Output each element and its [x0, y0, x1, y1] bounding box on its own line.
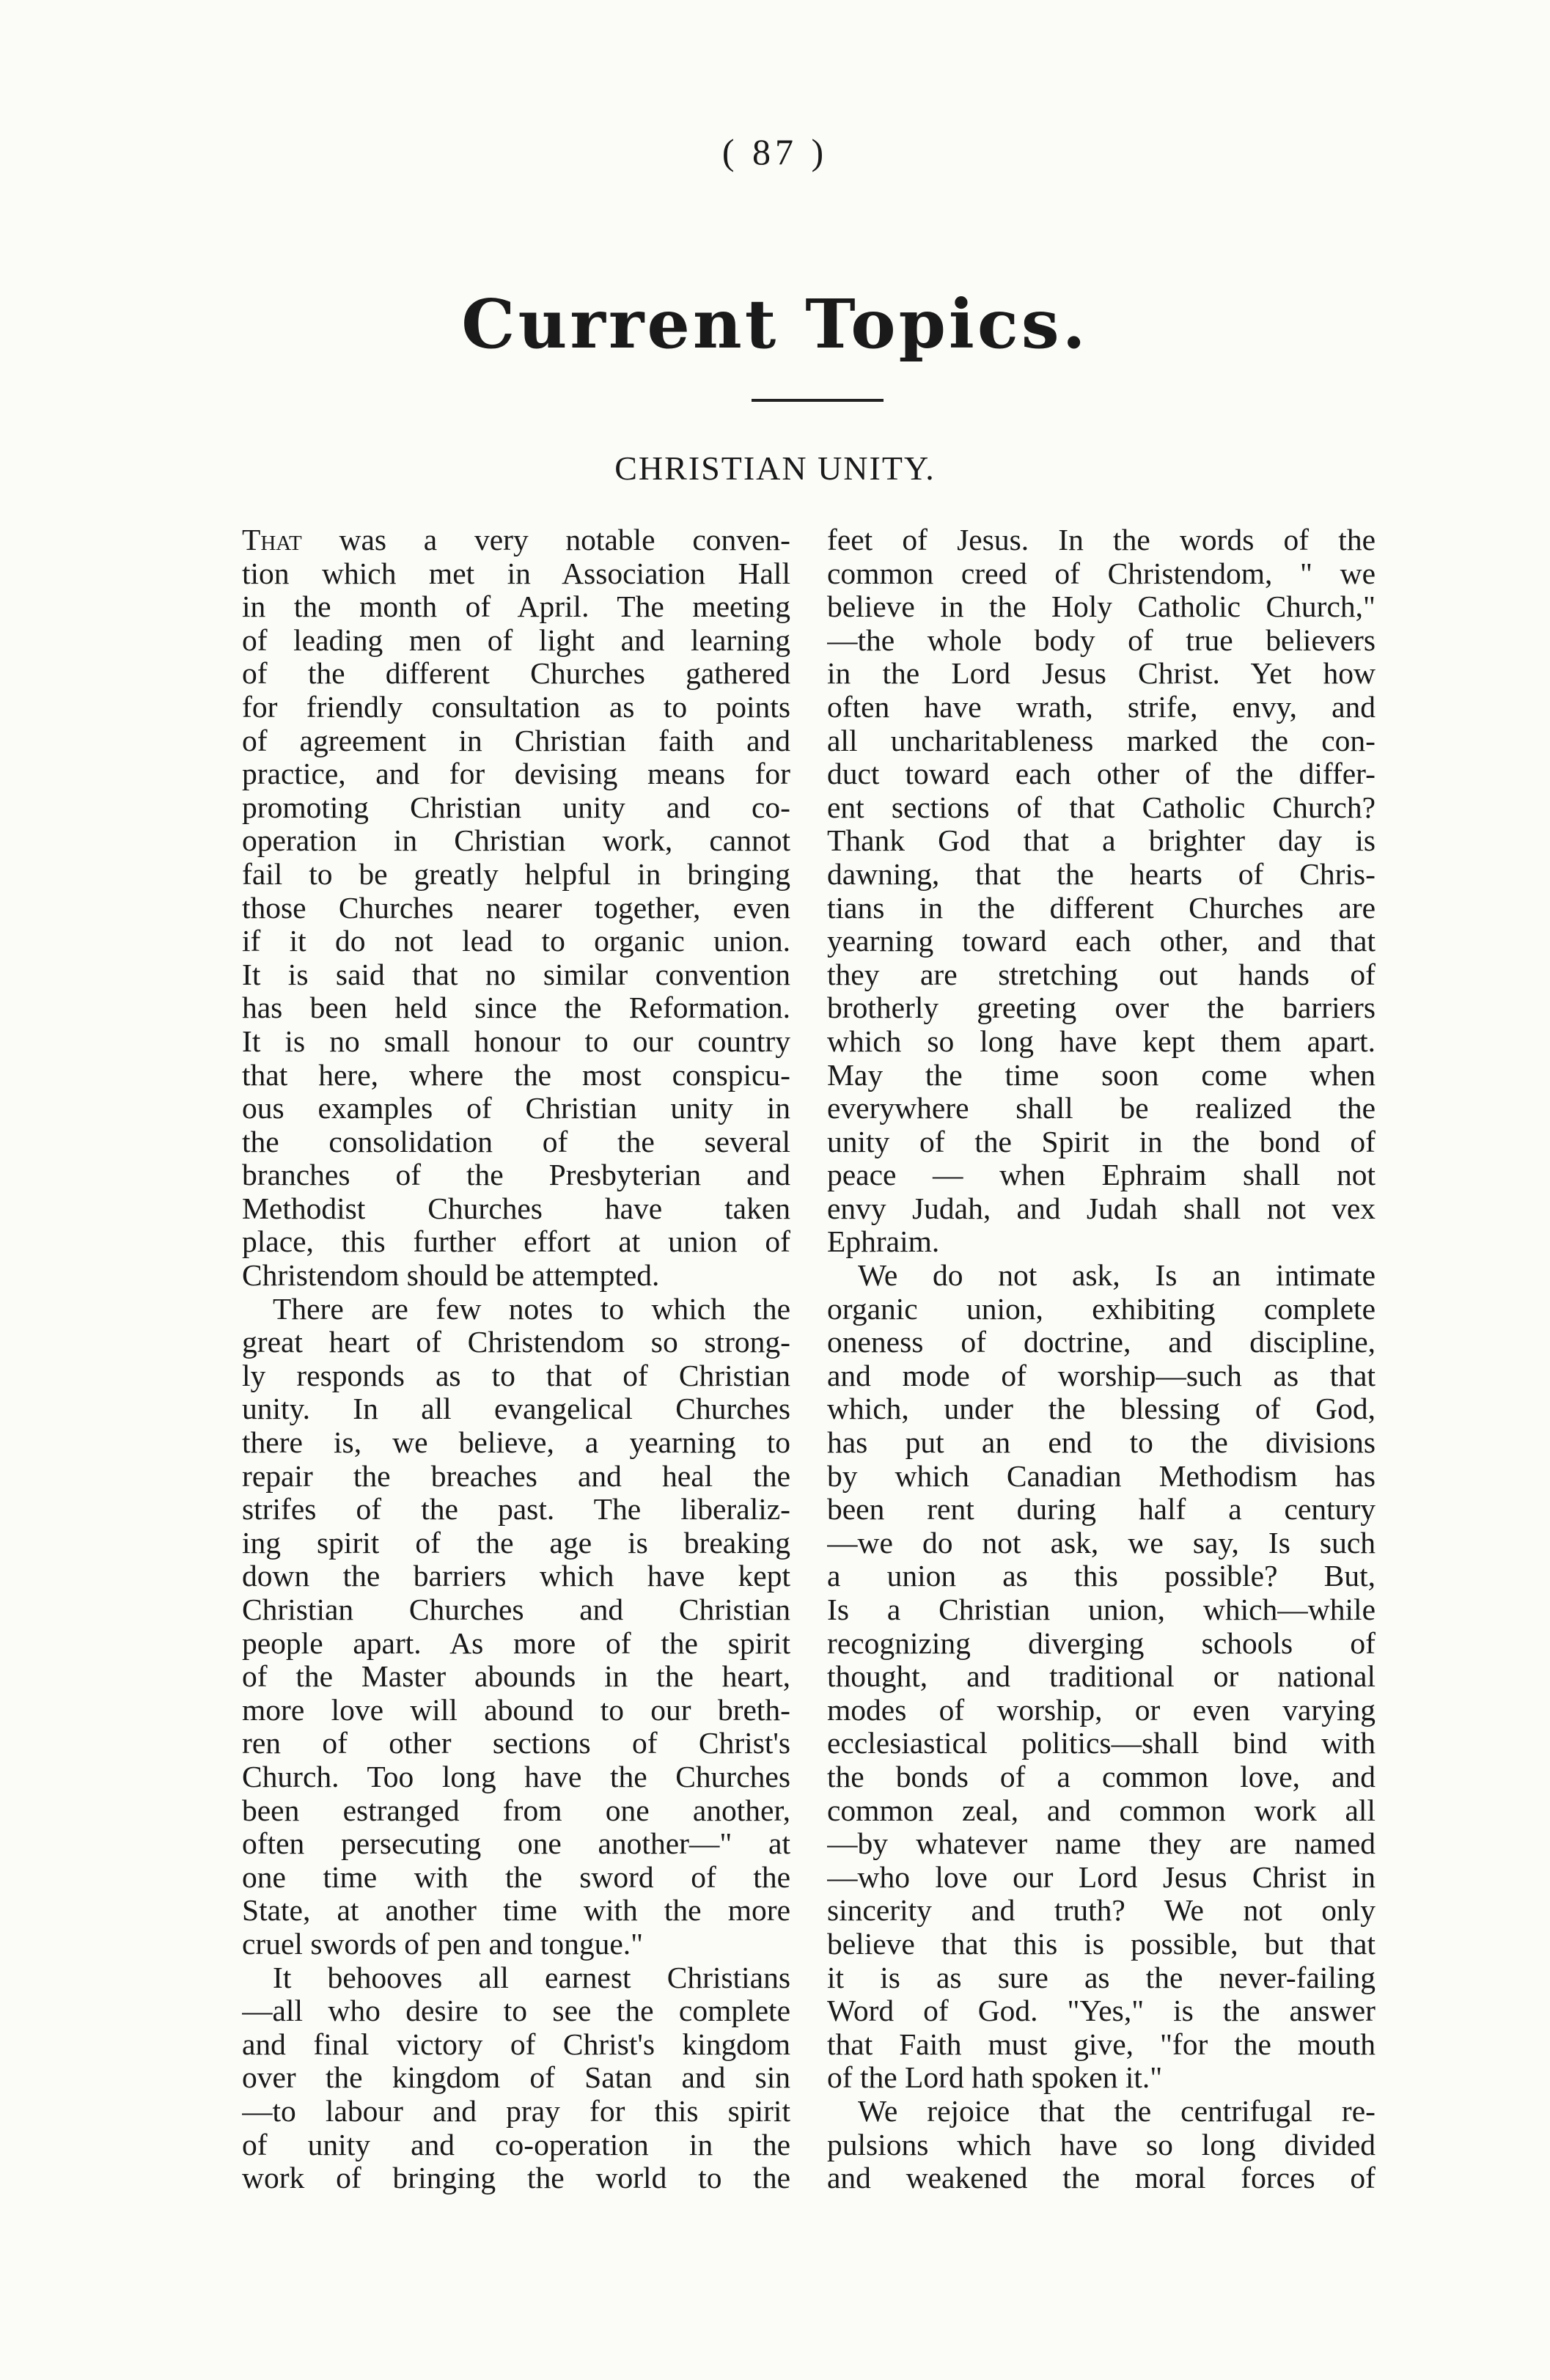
text-line: dawning, that the hearts of Chris-: [827, 857, 1375, 891]
text-line: all uncharitableness marked the con-: [827, 724, 1375, 757]
text-line: which so long have kept them apart.: [827, 1024, 1375, 1058]
text-line: everywhere shall be realized the: [827, 1092, 1375, 1125]
text-line: unity of the Spirit in the bond of: [827, 1125, 1375, 1158]
text-line: of the Lord hath spoken it.": [827, 2061, 1163, 2095]
text-line: —we do not ask, we say, Is such: [827, 1526, 1375, 1560]
section-title: Current Topics.: [461, 284, 1089, 364]
text-line: for friendly consultation as to points: [242, 690, 790, 724]
text-line: Christendom should be attempted.: [242, 1259, 660, 1293]
text-line: sincerity and truth? We not only: [827, 1894, 1375, 1928]
text-line: pulsions which have so long divided: [827, 2128, 1375, 2162]
text-line: a union as this possible? But,: [827, 1560, 1375, 1593]
text-line: fail to be greatly helpful in bringing: [242, 857, 790, 891]
drop-word: That: [242, 524, 302, 557]
text-line: We do not ask, Is an intimate: [858, 1259, 1375, 1293]
text-line: tion which met in Association Hall: [242, 557, 790, 590]
text-line: —to labour and pray for this spirit: [242, 2094, 790, 2128]
text-line: —by whatever name they are named: [827, 1827, 1375, 1861]
text-line: often persecuting one another—" at: [242, 1827, 790, 1861]
text-line: State, at another time with the more: [242, 1894, 790, 1928]
text-line: [242, 524, 790, 557]
text-line: and final victory of Christ's kingdom: [242, 2027, 790, 2061]
text-line: people apart. As more of the spirit: [242, 1626, 790, 1660]
text-line: been rent during half a century: [827, 1493, 1375, 1527]
text-line: promoting Christian unity and co-: [242, 790, 790, 824]
text-line: oneness of doctrine, and discipline,: [827, 1326, 1375, 1359]
text-line: work of bringing the world to the: [242, 2162, 790, 2195]
text-line: in the Lord Jesus Christ. Yet how: [827, 657, 1375, 691]
text-line: great heart of Christendom so strong-: [242, 1326, 790, 1359]
text-line: It behooves all earnest Christians: [273, 1961, 790, 1994]
text-line: It is said that no similar convention: [242, 958, 790, 991]
text-line: been estranged from one another,: [242, 1793, 790, 1827]
text-line: common creed of Christendom, " we: [827, 557, 1375, 590]
text-line: ent sections of that Catholic Church?: [827, 790, 1375, 824]
text-line: one time with the sword of the: [242, 1860, 790, 1894]
text-line: operation in Christian work, cannot: [242, 824, 790, 858]
text-line: recognizing diverging schools of: [827, 1626, 1375, 1660]
text-line: May the time soon come when: [827, 1058, 1375, 1092]
text-line: Church. Too long have the Churches: [242, 1760, 790, 1793]
text-line: There are few notes to which the: [273, 1292, 790, 1326]
text-line: ecclesiastical politics—shall bind with: [827, 1727, 1375, 1760]
text-line: practice, and for devising means for: [242, 757, 790, 791]
text-line: Is a Christian union, which—while: [827, 1593, 1375, 1626]
text-line: that Faith must give, "for the mouth: [827, 2027, 1375, 2061]
text-line: if it do not lead to organic union.: [242, 925, 790, 958]
text-line: it is as sure as the never-failing: [827, 1961, 1375, 1994]
text-line: has been held since the Reformation.: [242, 991, 790, 1025]
text-line: of the Master abounds in the heart,: [242, 1660, 790, 1694]
text-line: —all who desire to see the complete: [242, 1994, 790, 2028]
text-line: strifes of the past. The liberaliz-: [242, 1493, 790, 1527]
left-column: [242, 524, 790, 2195]
text-line: of the different Churches gathered: [242, 657, 790, 691]
text-line: cruel swords of pen and tongue.": [242, 1927, 644, 1961]
text-line: and weakened the moral forces of: [827, 2162, 1375, 2195]
right-column: [827, 524, 1375, 2195]
text-line: We rejoice that the centrifugal re-: [858, 2094, 1375, 2128]
text-line: down the barriers which have kept: [242, 1560, 790, 1593]
text-line: Christian Churches and Christian: [242, 1593, 790, 1626]
text-line: tians in the different Churches are: [827, 891, 1375, 925]
text-line: It is no small honour to our country: [242, 1024, 790, 1058]
text-line: of agreement in Christian faith and: [242, 724, 790, 757]
text-line: organic union, exhibiting complete: [827, 1292, 1375, 1326]
text-line: there is, we believe, a yearning to: [242, 1426, 790, 1460]
text-line: peace — when Ephraim shall not: [827, 1158, 1375, 1192]
text-line: they are stretching out hands of: [827, 958, 1375, 991]
text-line: ren of other sections of Christ's: [242, 1727, 790, 1760]
text-line: by which Canadian Methodism has: [827, 1459, 1375, 1493]
text-line: —the whole body of true believers: [827, 623, 1375, 657]
text-line: of unity and co-operation in the: [242, 2128, 790, 2162]
text-line: more love will abound to our breth-: [242, 1693, 790, 1727]
title-divider: [752, 399, 884, 402]
text-line: ly responds as to that of Christian: [242, 1359, 790, 1392]
text-line: has put an end to the divisions: [827, 1426, 1375, 1460]
text-line: brotherly greeting over the barriers: [827, 991, 1375, 1025]
text-line: those Churches nearer together, even: [242, 891, 790, 925]
text-line: Thank God that a brighter day is: [827, 824, 1375, 858]
text-line: —who love our Lord Jesus Christ in: [827, 1860, 1375, 1894]
text-line: Ephraim.: [827, 1225, 940, 1259]
text-line: over the kingdom of Satan and sin: [242, 2061, 790, 2095]
article-heading: CHRISTIAN UNITY.: [614, 449, 936, 487]
text-line: believe that this is possible, but that: [827, 1927, 1375, 1961]
text-line: unity. In all evangelical Churches: [242, 1392, 790, 1426]
text-line: Methodist Churches have taken: [242, 1191, 790, 1225]
text-line: ing spirit of the age is breaking: [242, 1526, 790, 1560]
text-line: common zeal, and common work all: [827, 1793, 1375, 1827]
text-line: of leading men of light and learning: [242, 623, 790, 657]
text-line: the consolidation of the several: [242, 1125, 790, 1158]
text-line: Word of God. "Yes," is the answer: [827, 1994, 1375, 2028]
text-line: which, under the blessing of God,: [827, 1392, 1375, 1426]
text-line: believe in the Holy Catholic Church,": [827, 590, 1375, 624]
text-line: repair the breaches and heal the: [242, 1459, 790, 1493]
text-line: modes of worship, or even varying: [827, 1693, 1375, 1727]
text-line: duct toward each other of the differ-: [827, 757, 1375, 791]
text-line: ous examples of Christian unity in: [242, 1092, 790, 1125]
page-number: ( 87 ): [721, 131, 829, 172]
line-text: was a very notable conven-: [301, 524, 790, 557]
text-line: that here, where the most conspicu-: [242, 1058, 790, 1092]
text-line: and mode of worship—such as that: [827, 1359, 1375, 1392]
text-line: thought, and traditional or national: [827, 1660, 1375, 1694]
text-line: the bonds of a common love, and: [827, 1760, 1375, 1793]
text-line: in the month of April. The meeting: [242, 590, 790, 624]
text-line: yearning toward each other, and that: [827, 925, 1375, 958]
text-line: often have wrath, strife, envy, and: [827, 690, 1375, 724]
text-line: envy Judah, and Judah shall not vex: [827, 1191, 1375, 1225]
text-line: place, this further effort at union of: [242, 1225, 790, 1259]
text-line: branches of the Presbyterian and: [242, 1158, 790, 1192]
text-line: feet of Jesus. In the words of the: [827, 524, 1375, 557]
